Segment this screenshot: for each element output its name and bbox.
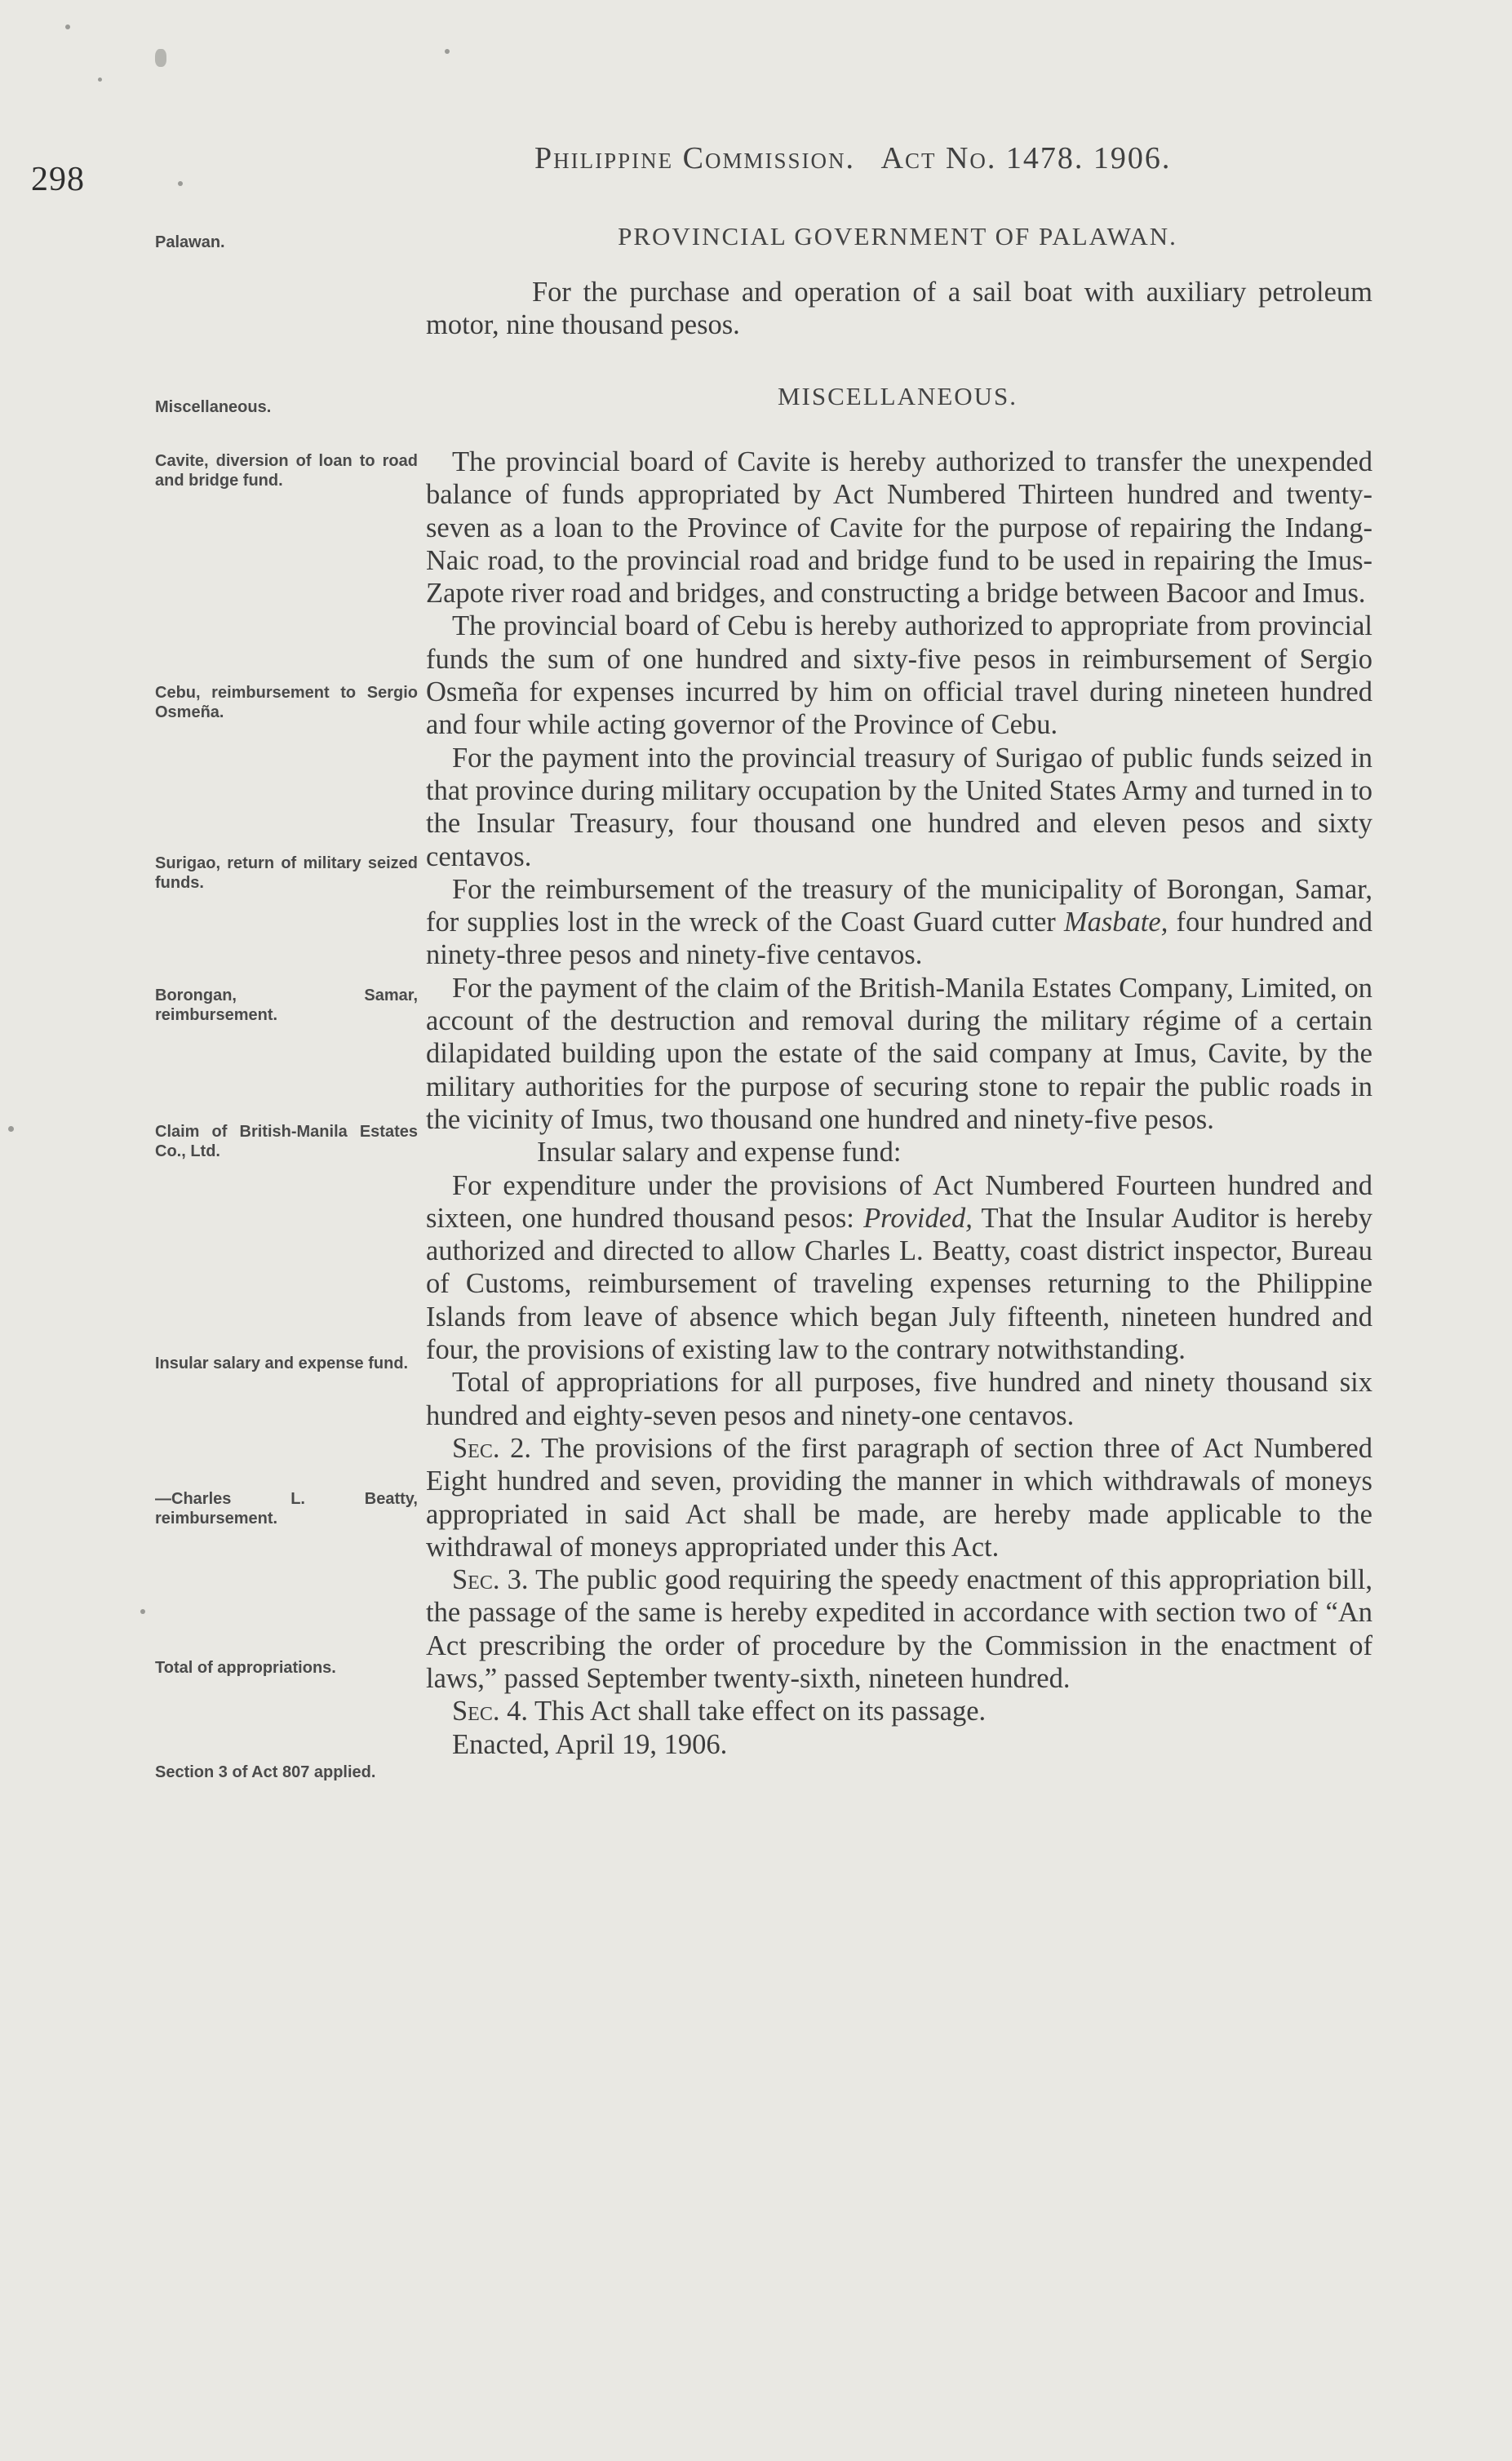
text-span: For expenditure under the provisions of Act Numbered Fourteen hundred and sixteen, one hundred thousand pesos: [426, 1169, 1372, 1234]
paragraph: For the purchase and operation of a sail boat with auxiliary petroleum motor, nine thousand pesos. [426, 277, 1372, 341]
heading-palawan: PROVINCIAL GOVERNMENT OF PALAWAN. [618, 222, 1177, 251]
margin-note-surigao: Surigao, return of military seized funds. [155, 854, 418, 892]
section-label: Sec. 3. [452, 1564, 529, 1596]
margin-note-borongan: Borongan, Samar, reimbursement. [155, 987, 418, 1024]
paragraph-total: Total of appropriations for all purposes, five hundred and ninety thousand six hundred and eighty-seven pesos and ninety-one centavos. [426, 1367, 1372, 1431]
paragraph-claim: For the payment of the claim of the British-Manila Estates Company, Limited, on account of the destruction and removal during the military régime of a certain dilapidated building upon the estate of the said company at Imus, Cavite, by the military authorities for the purpose of securing stone to repair the public roads in the vicinity of Imus, two thousand one hundred and ninety-five pesos. [426, 972, 1372, 1135]
margin-note-palawan: Palawan. [155, 233, 225, 251]
text-span: This Act shall take effect on its passage. [534, 1696, 987, 1727]
scan-speck [178, 181, 183, 186]
text-span: The provisions of the first paragraph of section three of Act Numbered Eight hundred and seven, providing the manner in which withdrawals of moneys appropriated in said Act shall be made, are hereby made applicable to the withdrawal of moneys appropriated under this Act. [426, 1432, 1372, 1563]
scan-speck [445, 49, 450, 54]
paragraph-cebu: The provincial board of Cebu is hereby authorized to appropriate from provincial funds the sum of one hundred and sixty-five pesos in reimbursement of Sergio Osmeña for expenses incurred by him on official travel during nineteen hundred and four while acting governor of the Province of Cebu. [426, 610, 1372, 741]
paragraph-borongan [426, 873, 1372, 972]
paragraph-sec4 [426, 1695, 1372, 1727]
paragraph-surigao: For the payment into the provincial treasury of Surigao of public funds seized in that province during military occupation by the United States Army and turned in to the Insular Treasury, four thousand one hundred and eleven pesos and sixty centavos. [426, 742, 1372, 872]
margin-note-total: Total of appropriations. [155, 1659, 336, 1677]
scan-speck [155, 49, 166, 67]
text-span: four hundred and ninety-three pesos and ninety-five centavos. [426, 907, 1373, 971]
margin-note-beatty: —Charles L. Beatty, reimbursement. [155, 1490, 418, 1528]
margin-note-insular: Insular salary and expense fund. [155, 1355, 409, 1372]
margin-note-miscellaneous: Miscellaneous. [155, 398, 272, 416]
section-label: Sec. 2. [452, 1432, 532, 1464]
scan-speck [8, 1126, 14, 1132]
section-label: Sec. 4. [452, 1696, 528, 1727]
paragraph-sec3 [426, 1563, 1372, 1695]
scan-speck [65, 24, 70, 29]
margin-note-section3: Section 3 of Act 807 applied. [155, 1763, 376, 1781]
main-text [426, 446, 1372, 1761]
paragraph-sec2 [426, 1432, 1372, 1563]
heading-miscellaneous: MISCELLANEOUS. [777, 382, 1018, 410]
palawan-paragraph [426, 276, 1372, 342]
provided-word: Provided, [863, 1202, 973, 1234]
scan-speck [140, 1609, 145, 1614]
text-span: For the reimbursement of the treasury of the municipality of Borongan, Samar, for supplies lost in the wreck of the Coast Guard cutter [426, 873, 1372, 938]
margin-note-cebu: Cebu, reimbursement to Sergio Osmeña. [155, 684, 418, 721]
running-head-act: Act No. 1478. 1906. [880, 141, 1172, 175]
page-number: 298 [31, 161, 85, 198]
scan-speck [98, 78, 102, 82]
running-head-commission: Philippine Commission. [534, 141, 855, 175]
paragraph-cavite: The provincial board of Cavite is hereby authorized to transfer the unexpended balance of funds appropriated by Act Numbered Thirteen hundred and twenty-seven as a loan to the Province of Cavite for the purpose of repairing the Indang-Naic road, to the provincial road and bridge fund to be used in repairing the Imus-Zapote river road and bridges, and constructing a bridge between Bacoor and Imus. [426, 446, 1372, 610]
margin-note-claim: Claim of British-Manila Estates Co., Ltd. [155, 1123, 418, 1160]
enacted-line: Enacted, April 19, 1906. [452, 1728, 728, 1760]
margin-note-cavite: Cavite, diversion of loan to road and bridge fund. [155, 452, 418, 490]
insular-fund-heading: Insular salary and expense fund: [537, 1137, 902, 1168]
running-head [534, 140, 1171, 176]
paragraph-insular [426, 1169, 1372, 1367]
ship-name: Masbate, [1063, 907, 1168, 938]
text-span: The public good requiring the speedy enactment of this appropriation bill, the passage of the same is hereby expedited in accordance with section two of “An Act prescribing the order of procedure by the Commission in the enactment of laws,” passed September twenty-sixth, nineteen hundred. [426, 1564, 1372, 1694]
text-span: That the Insular Auditor is hereby authorized and directed to allow Charles L. Beatty, coast district inspector, Bureau of Customs, reimbursement of traveling expenses returning to the Philippine Islands from leave of absence which began July fifteenth, nineteen hundred and four, the provisions of existing law to the contrary notwithstanding. [426, 1202, 1373, 1366]
